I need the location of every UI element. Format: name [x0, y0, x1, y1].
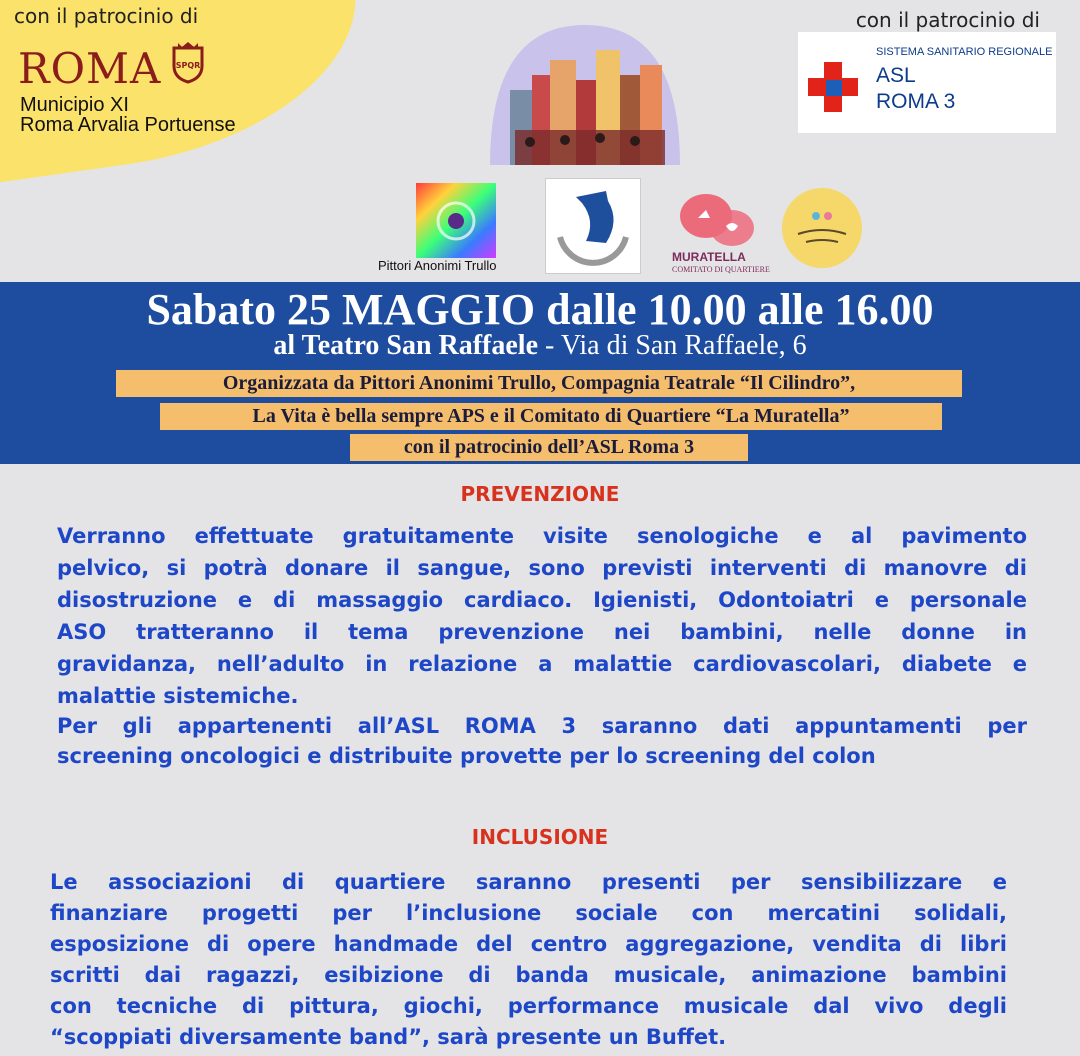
inclusione-line: Le associazioni di quartiere saranno presenti per sensibilizzare e [50, 870, 1007, 894]
asl-subtitle: SISTEMA SANITARIO REGIONALE [876, 46, 1053, 58]
inclusione-line: esposizione di opere handmade del centro aggregazione, vendita di libri [50, 932, 1007, 956]
inclusione-title: INCLUSIONE [471, 825, 609, 849]
prevenzione-title: PREVENZIONE [460, 482, 620, 506]
roma-crest-icon [170, 40, 206, 84]
inclusione-line: “scoppiati diversamente band”, sarà presente un Buffet. [50, 1025, 727, 1049]
roma-logo-text: ROMA [18, 44, 162, 93]
prevenzione-line: gravidanza, nell’adulto in relazione a malattie cardiovascolari, diabete e [57, 652, 1027, 676]
venue-address: - Via di San Raffaele, 6 [538, 330, 807, 361]
asl-logo [798, 32, 1056, 133]
prevenzione-line: ASO tratteranno il tema prevenzione nei bambini, nelle donne in [57, 620, 1027, 644]
vita-bella-sempre-logo [780, 186, 864, 270]
city-skyline-logo [470, 20, 700, 168]
red-cross-icon [808, 62, 858, 112]
prevenzione-line: disostruzione e di massaggio cardiaco. Igienisti, Odontoiatri e personale [57, 588, 1027, 612]
prevenzione-line: malattie sistemiche. [57, 684, 299, 708]
venue-name: al Teatro San Raffaele [273, 330, 539, 361]
event-date-title: Sabato 25 MAGGIO dalle 10.00 alle 16.00 [146, 285, 934, 334]
muratella-subtitle: COMITATO DI QUARTIERE [672, 265, 770, 274]
organizers-line-3: con il patrocinio dell’ASL Roma 3 [350, 434, 748, 461]
svg-text:SPQR: SPQR [175, 61, 201, 70]
cilindro-logo [545, 178, 641, 274]
pittori-caption: Pittori Anonimi Trullo [378, 258, 497, 273]
inclusione-line: con tecniche di pittura, giochi, performance musicale dal vivo degli [50, 994, 1007, 1018]
asl-line1: ASL [876, 64, 916, 87]
right-patron-label: con il patrocinio di [855, 8, 1040, 32]
inclusione-line: scritti dai ragazzi, esibizione di banda musicale, animazione bambini [50, 963, 1007, 987]
municipio-line1: Municipio XI [20, 94, 129, 116]
prevenzione-line: pelvico, si potrà donare il sangue, sono previsti interventi di manovre di [57, 556, 1027, 580]
municipio-line2: Roma Arvalia Portuense [20, 114, 236, 136]
pittori-anonimi-logo [416, 183, 496, 258]
prevenzione-line: Verranno effettuate gratuitamente visite senologiche e al pavimento [57, 524, 1027, 548]
prevenzione-line: Per gli appartenenti all’ASL ROMA 3 saranno dati appuntamenti per [57, 714, 1027, 738]
header-logos [0, 0, 1080, 283]
asl-line2: ROMA 3 [876, 90, 956, 113]
prevenzione-line: screening oncologici e distribuite provette per lo screening del colon [57, 744, 876, 768]
organizers-line-2: La Vita è bella sempre APS e il Comitato di Quartiere “La Muratella” [160, 403, 942, 430]
muratella-name: MURATELLA [672, 250, 746, 264]
organizers-line-1: Organizzata da Pittori Anonimi Trullo, Compagnia Teatrale “Il Cilindro”, [116, 370, 962, 397]
event-location [0, 330, 1080, 362]
left-patron-label: con il patrocinio di [14, 4, 199, 28]
inclusione-line: finanziare progetti per l’inclusione sociale con mercatini solidali, [50, 901, 1007, 925]
